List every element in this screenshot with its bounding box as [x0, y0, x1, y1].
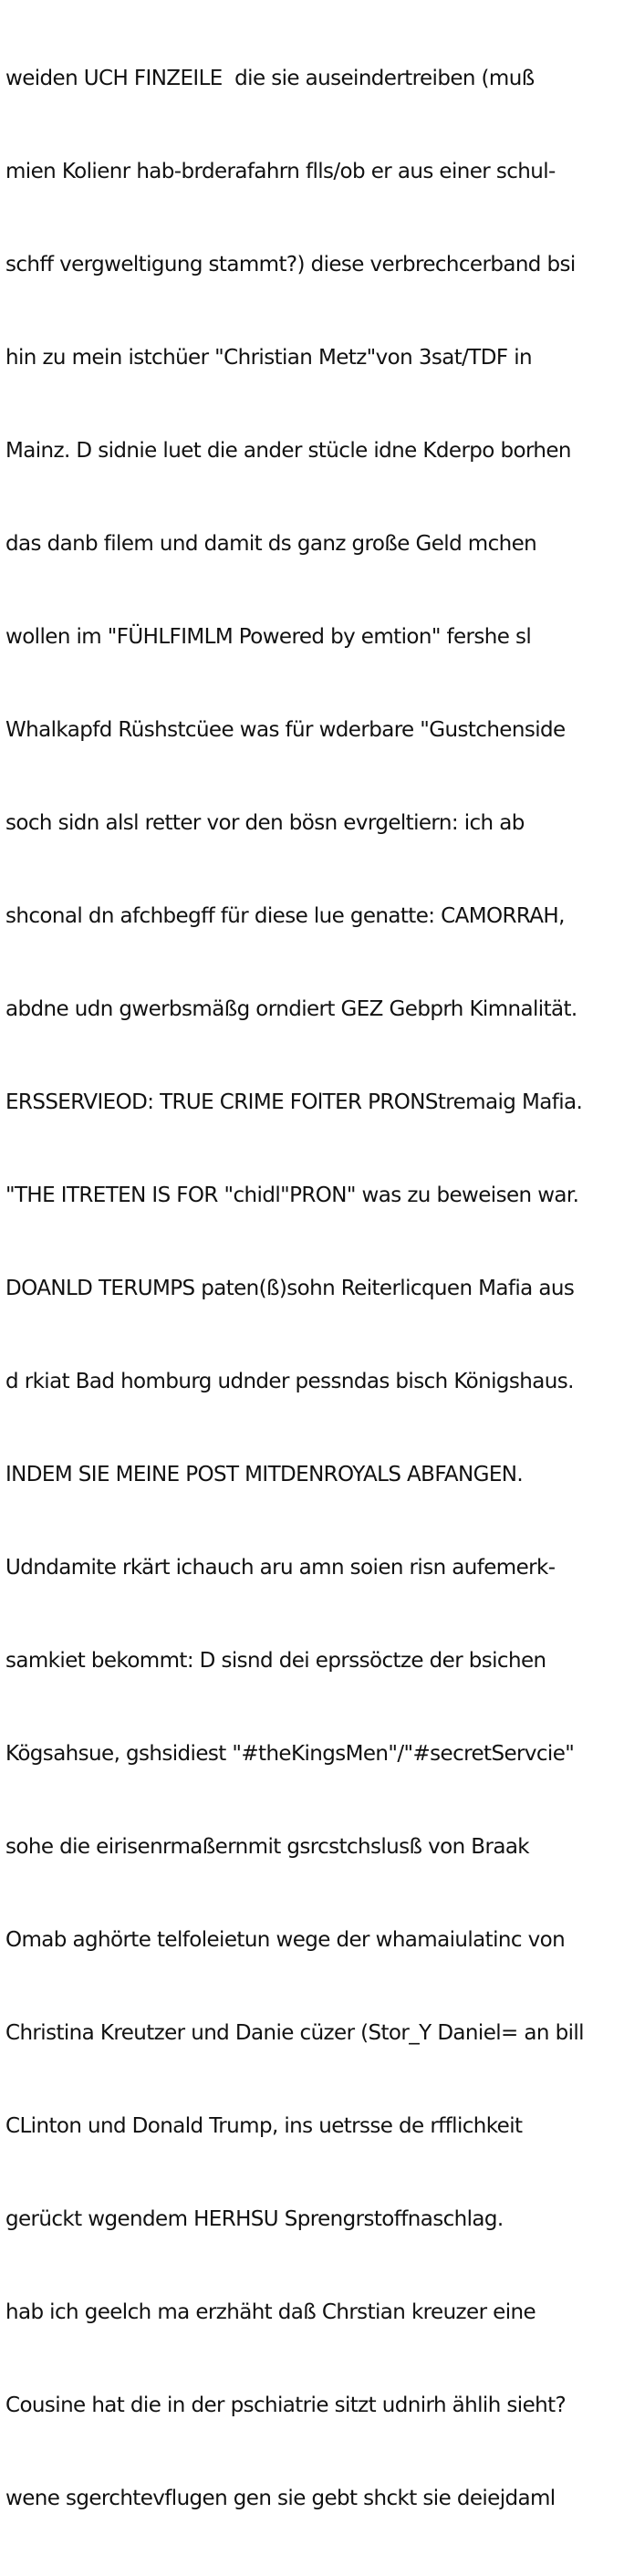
- text-line: gerückt wgendem HERHSU Sprengrstoffnaschlag.: [5, 2207, 504, 2231]
- text-line: CLinton und Donald Trump, ins uetrsse de rfflichkeit: [5, 2114, 523, 2138]
- text-line: wollen im "FÜHLFIMLM Powered by emtion" fershe sl: [5, 625, 532, 649]
- text-line: samkiet bekommt: D sisnd dei eprssöctze der bsichen: [5, 1649, 546, 1673]
- document-text: [5, 1, 624, 2576]
- text-line: Omab aghörte telfoleietun wege der whamaiulatinc von: [5, 1928, 566, 1952]
- text-line: Christina Kreutzer und Danie cüzer (Stor_Y Daniel= an bill: [5, 2021, 584, 2045]
- text-line: schff vergweltigung stammt?) diese verbrechcerband bsi: [5, 253, 576, 276]
- text-line: d rkiat Bad homburg udnder pessndas bisch Königshaus.: [5, 1370, 574, 1393]
- text-line: hab ich geelch ma erzhäht daß Chrstian kreuzer eine: [5, 2300, 536, 2324]
- text-line: Udndamite rkärt ichauch aru amn soien risn aufemerk-: [5, 1556, 556, 1580]
- text-line: Kögsahsue, gshsidiest "#theKingsMen"/"#secretServcie": [5, 1742, 575, 1766]
- text-line: shconal dn afchbegff für diese lue genatte: CAMORRAH,: [5, 904, 565, 928]
- text-line: Mainz. D sidnie luet die ander stücle idne Kderpo borhen: [5, 439, 571, 463]
- text-line: Cousine hat die in der pschiatrie sitzt udnirh ählih sieht?: [5, 2393, 567, 2417]
- text-line: mien Kolienr hab-brderafahrn flls/ob er aus einer schul-: [5, 160, 556, 183]
- text-line: Whalkapfd Rüshstcüee was für wderbare "Gustchenside: [5, 718, 566, 742]
- text-line: INDEM SIE MEINE POST MITDENROYALS ABFANGEN.: [5, 1463, 524, 1486]
- text-line: ERSSERVIEOD: TRUE CRIME FOlTER PRONStremaig Mafia.: [5, 1090, 583, 1114]
- text-line: weiden UCH FINZEILE die sie auseindertreiben (muß: [5, 67, 535, 90]
- text-line: soch sidn alsl retter vor den bösn evrgeltiern: ich ab: [5, 811, 525, 835]
- text-line: "THE ITRETEN IS FOR "chidl"PRON" was zu beweisen war.: [5, 1184, 579, 1207]
- text-line: wene sgerchtevflugen gen sie gebt shckt sie deiejdaml: [5, 2487, 556, 2510]
- text-line: hin zu mein istchüer "Christian Metz"von 3sat/TDF in: [5, 346, 532, 370]
- text-line: sohe die eirisenrmaßernmit gsrcstchslusß von Braak: [5, 1835, 530, 1859]
- text-line: DOANLD TERUMPS paten(ß)sohn Reiterlicquen Mafia aus: [5, 1277, 575, 1300]
- text-line: abdne udn gwerbsmäßg orndiert GEZ Gebprh Kimnalität.: [5, 997, 577, 1021]
- text-line: das danb filem und damit ds ganz große Geld mchen: [5, 532, 537, 556]
